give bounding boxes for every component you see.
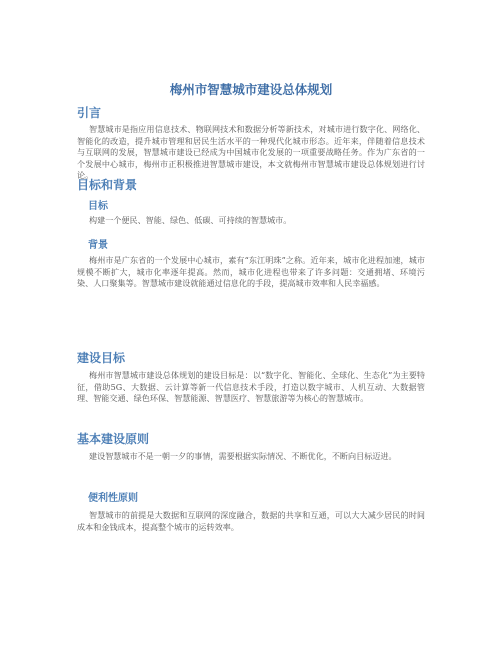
construction-goals-paragraph: 梅州市智慧城市建设总体规划的建设目标是：以“数字化、智能化、全球化、生态化”为主要特征，借助5G、大数据、云计算等新一代信息技术手段，打造以数字城市、人机互动、大数据管理、智能交通、绿色环保、智慧能源、智慧医疗、智慧旅游等为核心的智慧城市。 [77, 370, 425, 404]
section-heading-goals-background: 目标和背景 [77, 178, 138, 192]
section-heading-intro: 引言 [77, 106, 102, 120]
intro-paragraph: 智慧城市是指应用信息技术、物联网技术和数据分析等新技术，对城市进行数字化、网络化、智能化的改造，提升城市管理和居民生活水平的一种现代化城市形态。近年来，伴随着信息技术与互联网的发展，智慧城市建设已经成为中国城市化发展的一项重要战略任务。作为广东省的一个发展中心城市，梅州市正积极推进智慧城市建设，本文就梅州市智慧城市建设总体规划进行讨论。 [77, 124, 425, 181]
section-heading-construction-goals: 建设目标 [77, 351, 126, 365]
background-paragraph: 梅州市是广东省的一个发展中心城市，素有“东江明珠”之称。近年来，城市化进程加速，城市规模不断扩大，城市化率逐年提高。然而，城市化进程也带来了许多问题：交通拥堵、环境污染、人口聚集等。智慧城市建设就能通过信息化的手段，提高城市效率和人民幸福感。 [77, 255, 425, 289]
basic-principles-paragraph: 建设智慧城市不是一朝一夕的事情，需要根据实际情况、不断优化，不断向目标迈进。 [89, 451, 397, 461]
goal-paragraph: 构建一个便民、智能、绿色、低碳、可持续的智慧城市。 [89, 215, 292, 225]
document-title: 梅州市智慧城市建设总体规划 [169, 82, 333, 97]
convenience-paragraph: 智慧城市的前提是大数据和互联网的深度融合，数据的共享和互通，可以大大减少居民的时间成本和金钱成本，提高整个城市的运转效率。 [77, 510, 425, 532]
subsection-heading-goal: 目标 [88, 201, 108, 212]
subsection-heading-convenience: 便利性原则 [88, 493, 138, 504]
subsection-heading-background: 背景 [88, 240, 108, 251]
section-heading-basic-principles: 基本建设原则 [77, 432, 150, 446]
